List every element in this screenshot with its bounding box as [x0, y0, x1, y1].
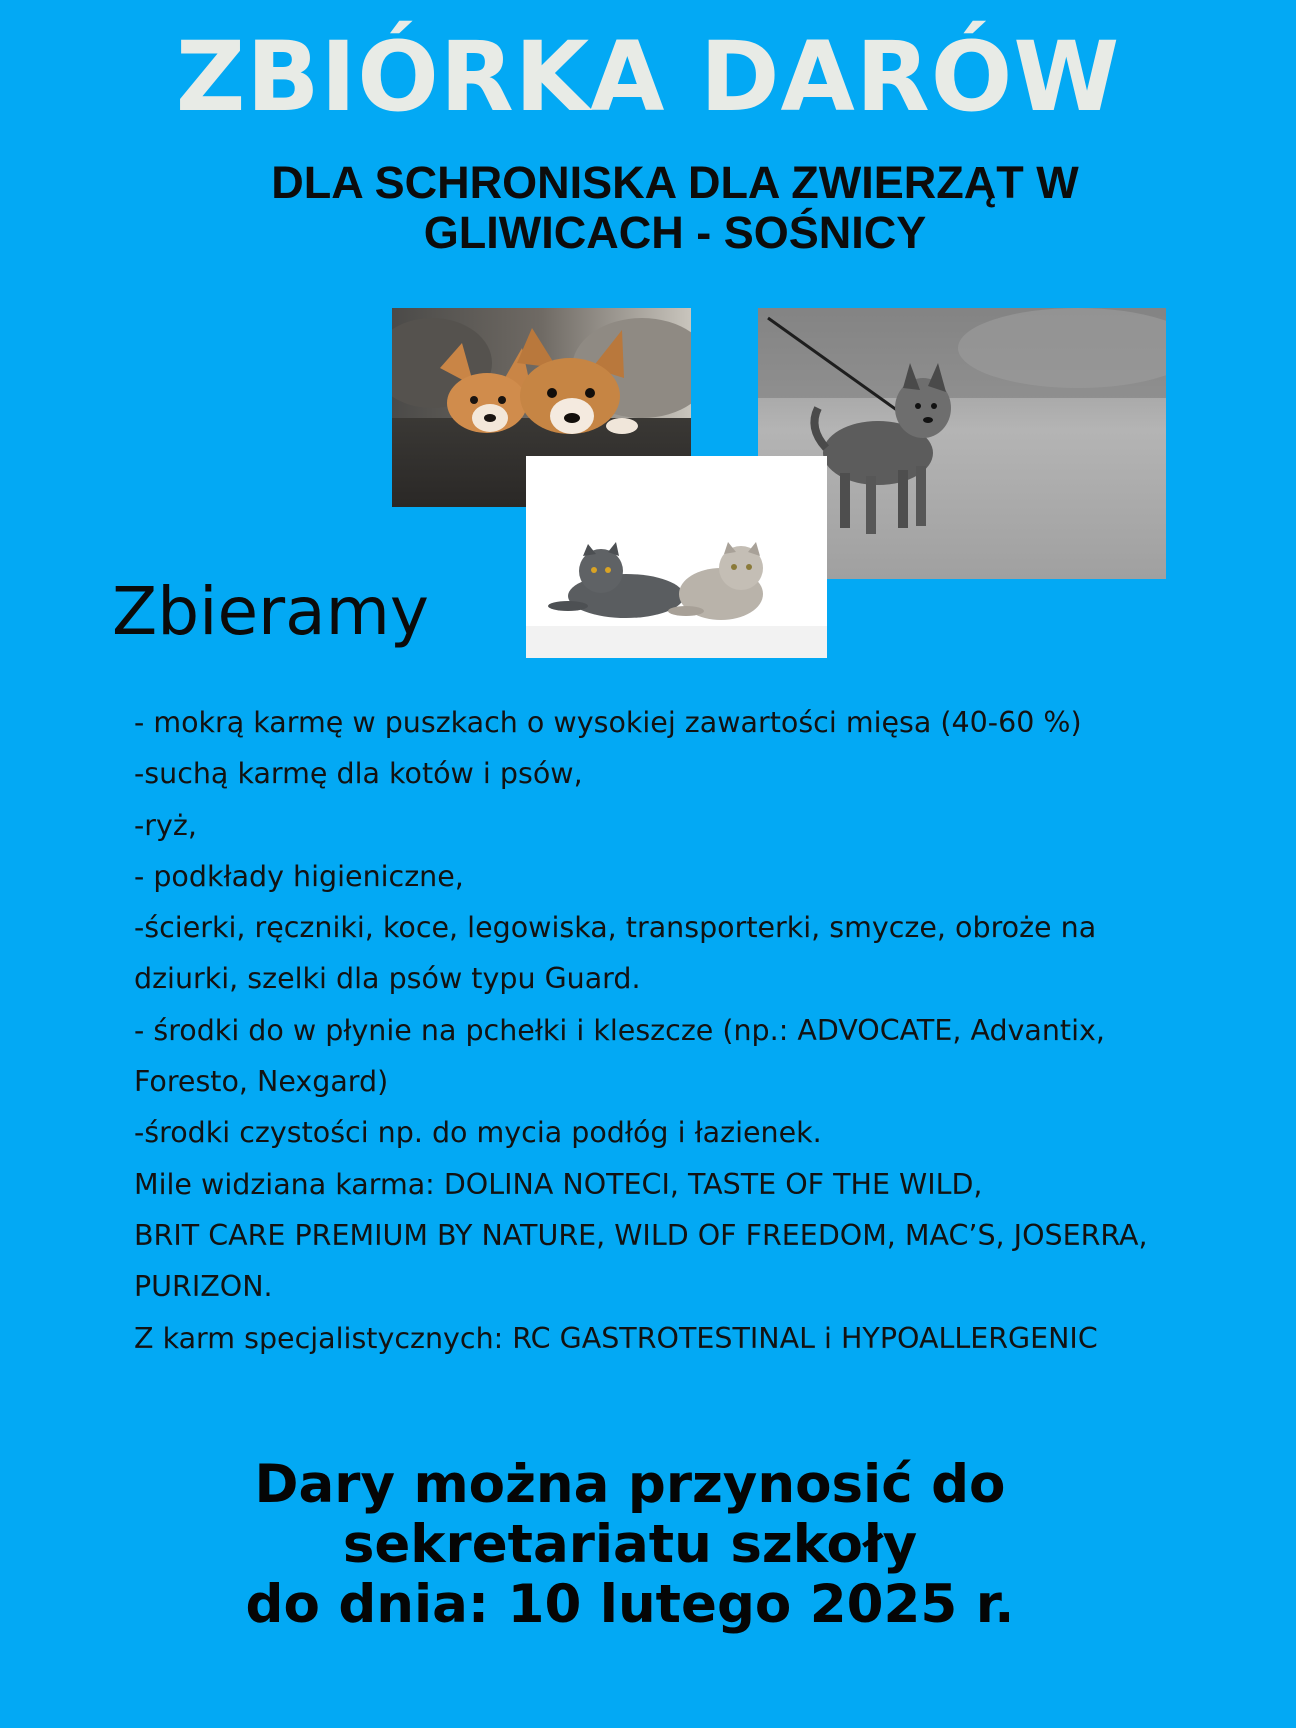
list-item: dziurki, szelki dla psów typu Guard. [134, 962, 641, 996]
collection-list [134, 697, 1284, 1364]
list-item: -suchą karmę dla kotów i psów, [134, 757, 583, 791]
list-item: BRIT CARE PREMIUM BY NATURE, WILD OF FREEDOM, MAC’S, JOSERRA, [134, 1218, 1148, 1252]
list-item: -środki czystości np. do mycia podłóg i łazienek. [134, 1116, 822, 1150]
list-item: - podkłady higieniczne, [134, 859, 464, 893]
subtitle-line: GLIWICACH - SOŚNICY [423, 207, 927, 258]
poster-title: ZBIÓRKA DARÓW [175, 21, 1121, 133]
list-item: -ścierki, ręczniki, koce, legowiska, transporterki, smycze, obroże na [134, 911, 1097, 945]
list-item: - środki do w płynie na pchełki i kleszcze (np.: ADVOCATE, Advantix, [134, 1013, 1105, 1047]
footer-line: sekretariatu szkoły [342, 1514, 918, 1575]
cats-photo [526, 456, 827, 658]
list-item: PURIZON. [134, 1270, 273, 1304]
list-item: - mokrą karmę w puszkach o wysokiej zawartości mięsa (40-60 %) [134, 706, 1082, 739]
list-item: -ryż, [134, 808, 197, 842]
list-item: Z karm specjalistycznych: RC GASTROTESTINAL i HYPOALLERGENIC [134, 1321, 1098, 1355]
drop-off-notice [150, 1455, 1110, 1635]
list-item: Mile widziana karma: DOLINA NOTECI, TASTE OF THE WILD, [134, 1167, 983, 1201]
list-item: Foresto, Nexgard) [134, 1065, 389, 1099]
footer-line: Dary można przynosić do [254, 1454, 1006, 1515]
footer-line: do dnia: 10 lutego 2025 r. [245, 1574, 1015, 1635]
collection-heading: Zbieramy [112, 573, 429, 650]
subtitle-line: DLA SCHRONISKA DLA ZWIERZĄT W [271, 157, 1079, 208]
poster-subtitle [210, 158, 1140, 258]
